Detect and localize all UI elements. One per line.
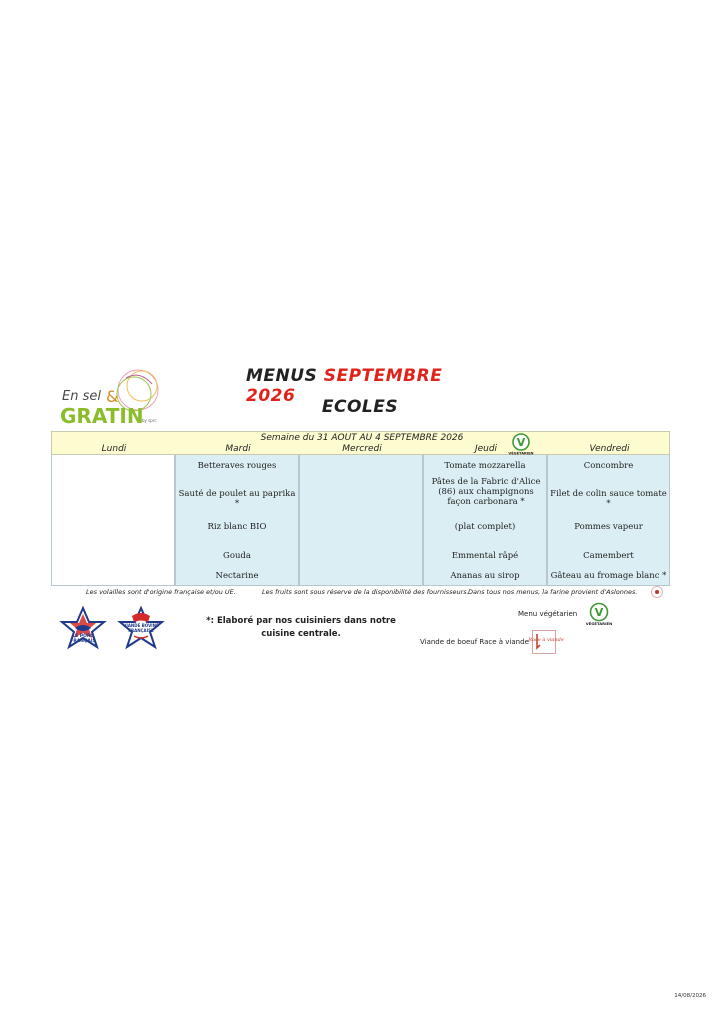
porc-label: LE PORC FRANÇAIS (70, 634, 96, 644)
menu-item-dessert: Ananas au sirop (450, 571, 520, 581)
title-prefix: MENUS (246, 366, 318, 386)
race-a-viande-icon (528, 630, 564, 654)
menu-item-cheese: Camembert (583, 551, 634, 561)
svg-text:En sel: En sel (62, 389, 101, 404)
porc-francais-logo (58, 606, 108, 652)
print-date: 14/08/2026 (674, 993, 706, 999)
svg-text:Race à viande: Race à viande (528, 637, 564, 643)
day-header-mardi: Mardi (225, 444, 251, 454)
week-label: Semaine du 31 AOUT AU 4 SEPTEMBRE 2026 (260, 433, 464, 443)
menu-item-dessert: Gâteau au fromage blanc * (550, 571, 667, 581)
week-header (51, 431, 670, 455)
legend-vegetarian-label: Menu végétarien (518, 610, 578, 618)
note-volailles: Les volailles sont d'origine française et/ou UE. (86, 588, 236, 596)
bovine-label: VIANDE BOVINE FRANÇAISE (123, 623, 159, 633)
menu-item-starter: Betteraves rouges (197, 461, 277, 471)
day-column-mardi (175, 455, 299, 586)
menu-table (51, 431, 670, 586)
page-subtitle: ECOLES (321, 397, 399, 417)
menu-notes (0, 588, 720, 600)
menu-item-dessert: Nectarine (215, 571, 259, 581)
day-header-vendredi: Vendredi (589, 444, 630, 454)
menu-item-side: Pommes vapeur (574, 522, 643, 532)
day-column-jeudi (423, 455, 547, 586)
note-farine: Dans tous nos menus, la farine provient d'Aslonnes. (468, 588, 638, 596)
menu-item-main: Pâtes de la Fabric d'Alice (86) aux champignons façon carbonara * (431, 477, 541, 507)
homemade-note: *: Elaboré par nos cuisiniers dans notre cuisine centrale. (206, 616, 396, 639)
menu-item-cheese: Gouda (223, 551, 251, 561)
svg-text:V: V (516, 436, 526, 449)
svg-text:VÉGÉTARIEN: VÉGÉTARIEN (585, 621, 613, 626)
day-column-mercredi (299, 455, 423, 586)
en-sel-gratin-logo (56, 366, 168, 432)
menu-item-side: Riz blanc BIO (207, 522, 267, 532)
day-column-lundi (51, 455, 175, 586)
menu-item-main: Sauté de poulet au paprika * (178, 489, 296, 509)
menu-item-starter: Tomate mozzarella (444, 461, 526, 471)
menu-item-side: (plat complet) (454, 522, 516, 532)
svg-text:GRATIN: GRATIN (60, 404, 144, 428)
day-header-jeudi: Jeudi (474, 444, 498, 454)
svg-text:VÉGÉTARIEN: VÉGÉTARIEN (508, 451, 534, 456)
legend-beef-label: Viande de boeuf Race à viande (420, 638, 529, 646)
vegetarian-icon (584, 602, 614, 626)
day-header-lundi: Lundi (101, 444, 127, 454)
menu-item-cheese: Emmental râpé (451, 551, 519, 561)
day-header-mercredi: Mercredi (342, 444, 382, 454)
svg-text:&: & (106, 387, 119, 406)
menu-item-main: Filet de colin sauce tomate * (550, 489, 667, 509)
farine-badge-icon (650, 585, 664, 601)
svg-text:by sprc: by sprc (142, 418, 157, 423)
menu-item-starter: Concombre (583, 461, 634, 471)
note-fruits: Les fruits sont sous réserve de la disponibilité des fournisseurs. (262, 588, 469, 596)
title-month: SEPTEMBRE 2026 (246, 366, 443, 406)
viande-bovine-logo (116, 606, 166, 652)
day-column-vendredi (547, 455, 670, 586)
svg-text:V: V (594, 606, 604, 619)
